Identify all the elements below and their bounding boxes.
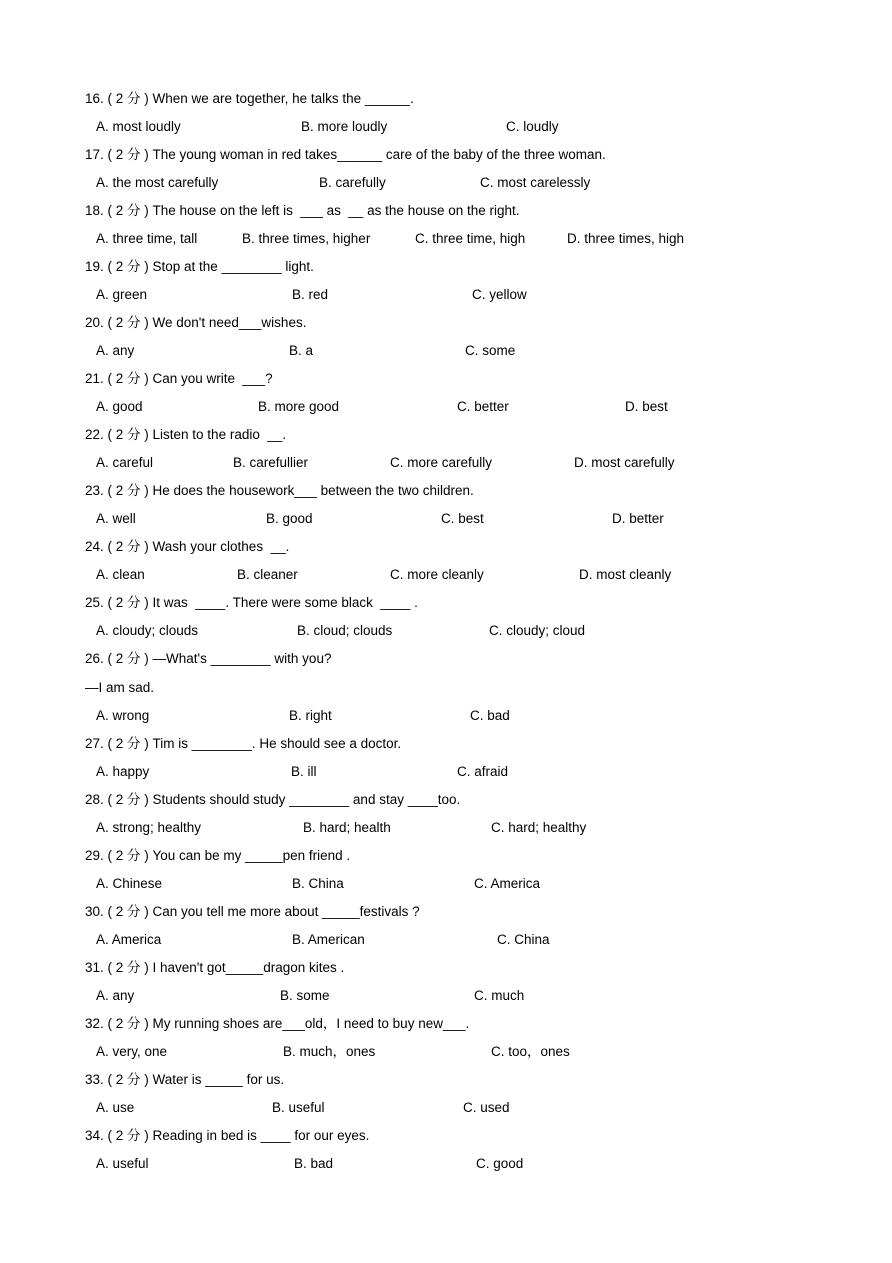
answer-option: A. happy [96, 764, 150, 779]
answer-option: A. well [96, 511, 136, 526]
answer-option: B. more loudly [301, 119, 388, 134]
answer-option: C. yellow [472, 287, 527, 302]
answer-option: A. Chinese [96, 876, 163, 891]
answer-option: C. best [441, 511, 484, 526]
answer-option: A. green [96, 287, 148, 302]
answer-option: C. more carefully [390, 455, 493, 470]
answer-option: B. a [289, 343, 314, 358]
answer-option: B. carefullier [233, 455, 309, 470]
answer-option: B. hard; health [303, 820, 391, 835]
question-stem: 17. ( 2 分 ) The young woman in red takes______ care of the baby of the three woman. [85, 147, 606, 162]
answer-option: B. some [280, 988, 330, 1003]
answer-option: C. good [476, 1156, 524, 1171]
answer-option: A. useful [96, 1156, 149, 1171]
answer-option: B. good [266, 511, 313, 526]
answer-option: C. too，ones [491, 1044, 570, 1059]
question-stem: 29. ( 2 分 ) You can be my _____pen friend . [85, 848, 351, 863]
answer-option: A. use [96, 1100, 135, 1115]
answer-option: C. America [474, 876, 541, 891]
question-stem: 18. ( 2 分 ) The house on the left is ___ as __ as the house on the right. [85, 203, 520, 218]
question-stem: 33. ( 2 分 ) Water is _____ for us. [85, 1072, 285, 1087]
question-stem: 25. ( 2 分 ) It was ____. There were some black ____ . [85, 595, 418, 610]
answer-option: A. clean [96, 567, 145, 582]
answer-option: C. more cleanly [390, 567, 484, 582]
answer-option: B. China [292, 876, 344, 891]
answer-option: A. cloudy; clouds [96, 623, 199, 638]
answer-option: C. some [465, 343, 516, 358]
answer-option: B. bad [294, 1156, 334, 1171]
answer-option: C. hard; healthy [491, 820, 587, 835]
question-stem: 20. ( 2 分 ) We don't need___wishes. [85, 315, 307, 330]
question-stem: 19. ( 2 分 ) Stop at the ________ light. [85, 259, 314, 274]
answer-option: A. the most carefully [96, 175, 219, 190]
answer-option: A. any [96, 343, 135, 358]
answer-option: B. three times, higher [242, 231, 371, 246]
answer-option: C. most carelessly [480, 175, 591, 190]
answer-option: A. good [96, 399, 143, 414]
answer-option: B. more good [258, 399, 340, 414]
answer-option: C. cloudy; cloud [489, 623, 586, 638]
answer-option: B. ill [291, 764, 317, 779]
question-stem: 16. ( 2 分 ) When we are together, he talks the ______. [85, 91, 414, 106]
answer-option: B. cleaner [237, 567, 298, 582]
answer-option: D. best [625, 399, 668, 414]
question-stem: 30. ( 2 分 ) Can you tell me more about _____festivals ? [85, 904, 420, 919]
question-stem: 34. ( 2 分 ) Reading in bed is ____ for our eyes. [85, 1128, 370, 1143]
answer-option: A. any [96, 988, 135, 1003]
answer-option: D. three times, high [567, 231, 685, 246]
question-stem: 24. ( 2 分 ) Wash your clothes __. [85, 539, 290, 554]
answer-option: A. strong; healthy [96, 820, 202, 835]
answer-option: B. American [292, 932, 365, 947]
answer-option: C. afraid [457, 764, 509, 779]
answer-option: B. right [289, 708, 332, 723]
answer-option: C. much [474, 988, 525, 1003]
question-stem: 21. ( 2 分 ) Can you write ___? [85, 371, 273, 386]
question-stem: 31. ( 2 分 ) I haven't got_____dragon kites . [85, 960, 345, 975]
answer-option: A. careful [96, 455, 154, 470]
answer-option: B. cloud; clouds [297, 623, 393, 638]
answer-option: C. bad [470, 708, 510, 723]
answer-option: A. America [96, 932, 162, 947]
answer-option: C. used [463, 1100, 510, 1115]
answer-option: A. very, one [96, 1044, 168, 1059]
question-stem: 32. ( 2 分 ) My running shoes are___old，I need to buy new___. [85, 1016, 470, 1031]
question-stem: 26. ( 2 分 ) —What's ________ with you? [85, 651, 332, 666]
answer-option: B. carefully [319, 175, 386, 190]
answer-option: D. better [612, 511, 664, 526]
answer-option: B. red [292, 287, 329, 302]
answer-option: C. China [497, 932, 550, 947]
answer-option: A. wrong [96, 708, 150, 723]
answer-option: D. most carefully [574, 455, 675, 470]
answer-option: C. three time, high [415, 231, 526, 246]
question-stem: 23. ( 2 分 ) He does the housework___ between the two children. [85, 483, 474, 498]
question-stem: 22. ( 2 分 ) Listen to the radio __. [85, 427, 287, 442]
answer-option: B. useful [272, 1100, 325, 1115]
answer-option: A. three time, tall [96, 231, 198, 246]
question-dialogue-line: —I am sad. [85, 680, 155, 695]
question-stem: 28. ( 2 分 ) Students should study ________ and stay ____too. [85, 792, 461, 807]
answer-option: B. much，ones [283, 1044, 376, 1059]
answer-option: A. most loudly [96, 119, 181, 134]
answer-option: D. most cleanly [579, 567, 672, 582]
question-stem: 27. ( 2 分 ) Tim is ________. He should see a doctor. [85, 736, 402, 751]
answer-option: C. loudly [506, 119, 559, 134]
answer-option: C. better [457, 399, 509, 414]
